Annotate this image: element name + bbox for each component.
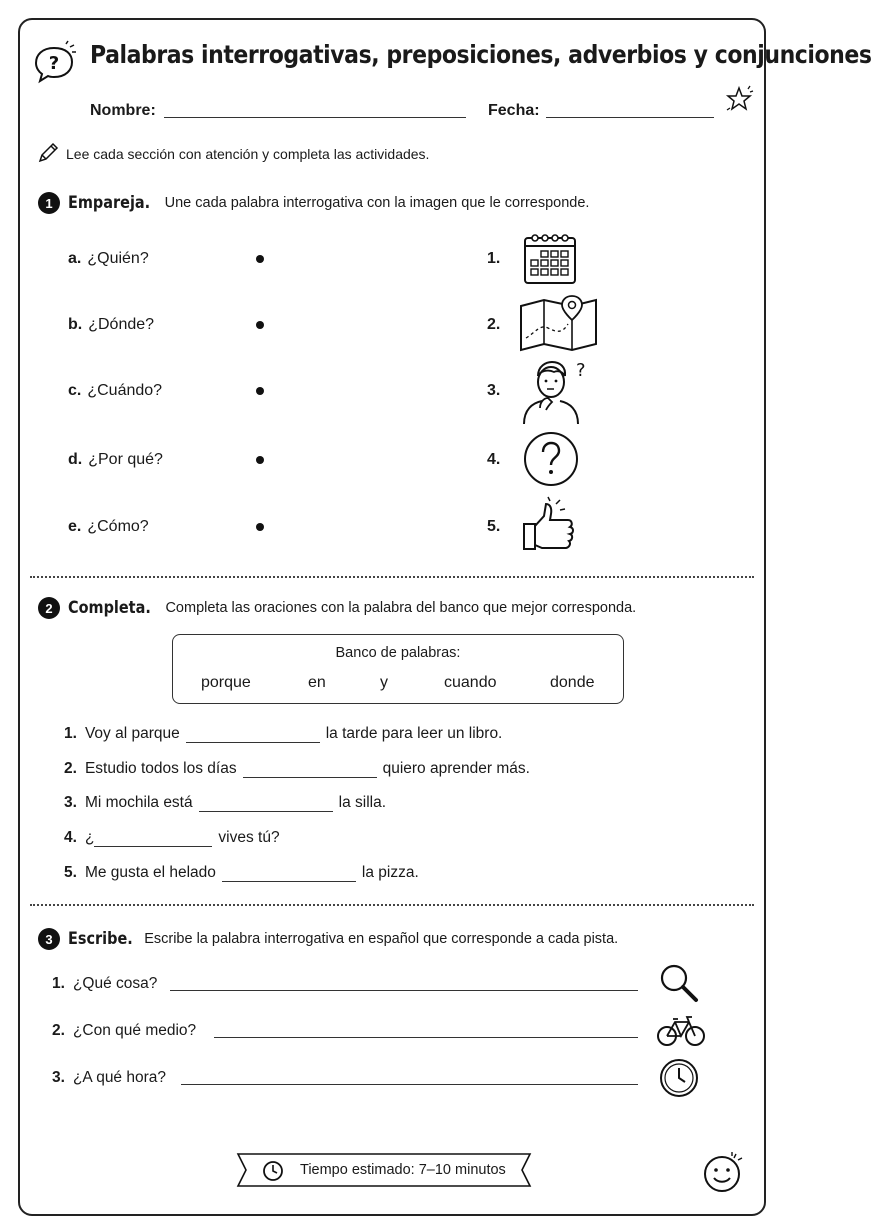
question-circle-icon[interactable] bbox=[522, 430, 580, 488]
section-2-number: 2 bbox=[38, 597, 60, 619]
name-field[interactable] bbox=[164, 117, 466, 118]
match-dot-d[interactable] bbox=[256, 456, 264, 464]
section-divider-1 bbox=[30, 576, 754, 578]
svg-text:?: ? bbox=[576, 360, 586, 381]
match-dot-e[interactable] bbox=[256, 523, 264, 531]
word-bank bbox=[172, 634, 624, 704]
date-label: Fecha: bbox=[488, 102, 540, 119]
bank-word-donde: donde bbox=[550, 674, 595, 691]
section-3-description: Escribe la palabra interrogativa en español que corresponde a cada pista. bbox=[144, 931, 619, 947]
date-field[interactable] bbox=[546, 117, 714, 118]
match-number-4: 4. bbox=[487, 451, 501, 468]
match-number-5: 5. bbox=[487, 518, 501, 535]
match-dot-b[interactable] bbox=[256, 321, 264, 329]
svg-text:?: ? bbox=[48, 53, 60, 74]
clue-3: 3. ¿A qué hora? bbox=[52, 1069, 167, 1086]
thinking-person-icon[interactable] bbox=[518, 358, 590, 426]
name-label: Nombre: bbox=[90, 102, 156, 119]
match-word-e: e. ¿Cómo? bbox=[68, 518, 149, 535]
sentence-1-blank[interactable] bbox=[186, 731, 320, 743]
pencil-icon bbox=[36, 141, 60, 165]
sentence-4-blank[interactable] bbox=[94, 835, 212, 847]
sentence-1: 1. Voy al parque la tarde para leer un libro. bbox=[64, 725, 503, 742]
sentence-3: 3. Mi mochila está la silla. bbox=[64, 794, 387, 811]
clue-1: 1. ¿Qué cosa? bbox=[52, 975, 158, 992]
smiley-icon bbox=[702, 1150, 748, 1196]
section-2-title: Completa. bbox=[68, 598, 151, 618]
section-2-description: Completa las oraciones con la palabra del banco que mejor corresponda. bbox=[165, 600, 637, 616]
clue-2-answer-line[interactable] bbox=[214, 1037, 638, 1038]
section-divider-2 bbox=[30, 904, 754, 906]
sentence-4: 4. ¿ vives tú? bbox=[64, 829, 280, 846]
map-icon[interactable] bbox=[518, 294, 600, 352]
match-word-d: d. ¿Por qué? bbox=[68, 451, 163, 468]
section-1-header bbox=[38, 192, 589, 214]
sentence-5-blank[interactable] bbox=[222, 870, 356, 882]
clue-1-answer-line[interactable] bbox=[170, 990, 638, 991]
section-1-description: Une cada palabra interrogativa con la imagen que le corresponde. bbox=[164, 195, 590, 211]
bank-word-porque: porque bbox=[201, 674, 251, 691]
page-title: Palabras interrogativas, preposiciones, adverbios y conjunciones bbox=[90, 40, 872, 69]
bank-word-en: en bbox=[308, 674, 326, 691]
match-word-a: a. ¿Quién? bbox=[68, 250, 149, 267]
match-dot-a[interactable] bbox=[256, 255, 264, 263]
calendar-icon[interactable] bbox=[522, 230, 578, 286]
magnifier-icon bbox=[658, 962, 700, 1004]
section-3-number: 3 bbox=[38, 928, 60, 950]
star-icon bbox=[722, 82, 756, 116]
section-3-header bbox=[38, 928, 618, 950]
question-bubble-icon bbox=[32, 40, 78, 86]
section-2-header bbox=[38, 597, 636, 619]
clock-icon bbox=[659, 1058, 699, 1098]
clue-2: 2. ¿Con qué medio? bbox=[52, 1022, 197, 1039]
sentence-2: 2. Estudio todos los días quiero aprender más. bbox=[64, 760, 530, 777]
thumbs-up-icon[interactable] bbox=[520, 496, 580, 554]
section-1-number: 1 bbox=[38, 192, 60, 214]
match-dot-c[interactable] bbox=[256, 387, 264, 395]
match-number-1: 1. bbox=[487, 250, 501, 267]
estimated-time-label: Tiempo estimado: 7–10 minutos bbox=[300, 1162, 506, 1178]
sentence-3-blank[interactable] bbox=[199, 800, 333, 812]
bank-word-y: y bbox=[380, 674, 388, 691]
bicycle-icon bbox=[656, 1014, 706, 1048]
word-bank-title: Banco de palabras: bbox=[335, 645, 461, 661]
section-1-title: Empareja. bbox=[68, 193, 151, 213]
clue-3-answer-line[interactable] bbox=[181, 1084, 638, 1085]
sentence-2-blank[interactable] bbox=[243, 766, 377, 778]
instructions-text: Lee cada sección con atención y completa las actividades. bbox=[66, 146, 430, 162]
match-number-3: 3. bbox=[487, 382, 501, 399]
timer-icon bbox=[262, 1160, 284, 1182]
match-word-c: c. ¿Cuándo? bbox=[68, 382, 163, 399]
section-3-title: Escribe. bbox=[68, 929, 133, 949]
match-number-2: 2. bbox=[487, 316, 501, 333]
bank-word-cuando: cuando bbox=[444, 674, 497, 691]
match-word-b: b. ¿Dónde? bbox=[68, 316, 155, 333]
sentence-5: 5. Me gusta el helado la pizza. bbox=[64, 864, 419, 881]
